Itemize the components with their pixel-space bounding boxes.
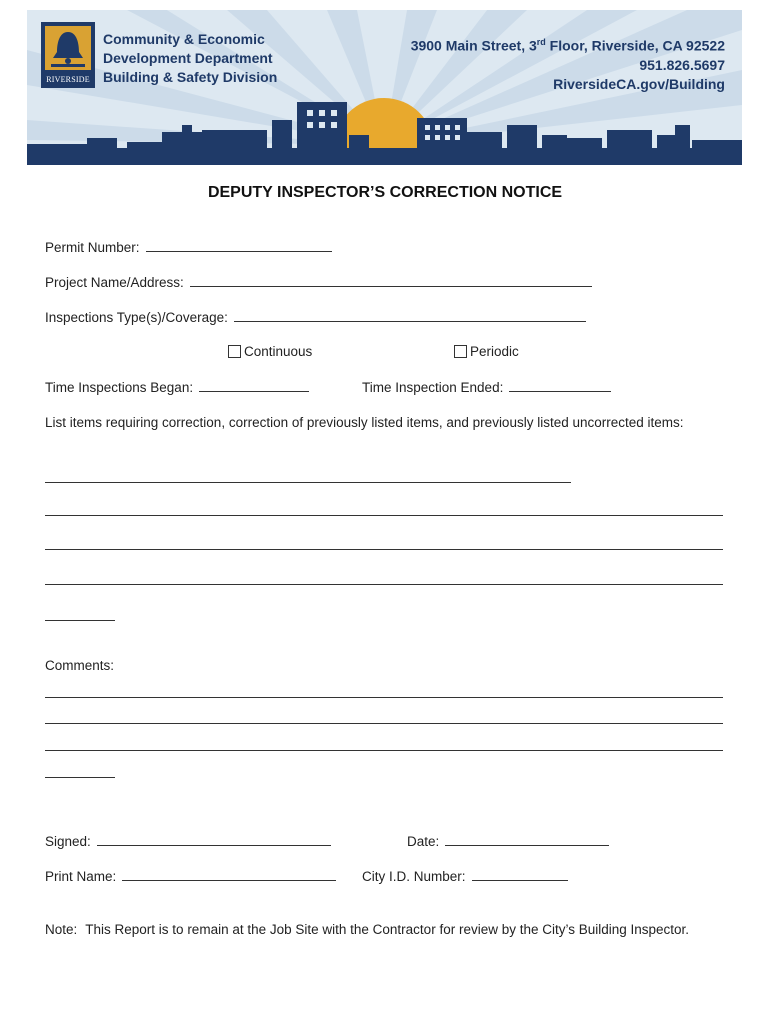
seal-text: RIVERSIDE (46, 75, 90, 84)
signature-field[interactable] (97, 833, 331, 846)
correction-line[interactable] (45, 482, 571, 483)
contact-info (411, 33, 725, 94)
signed-row: Signed: (45, 833, 331, 849)
permit-number-field[interactable] (146, 239, 332, 252)
note (45, 921, 727, 938)
continuous-checkbox[interactable] (228, 345, 241, 358)
note-text: This Report is to remain at the Job Site with the Contractor for review by the City’s Building Inspector. (85, 922, 690, 937)
time-began-field[interactable] (199, 379, 309, 392)
permit-number-row: Permit Number: (45, 239, 332, 255)
note-label: Note: (45, 922, 78, 937)
phone-number: 951.826.5697 (639, 56, 725, 73)
city-seal-logo (41, 22, 95, 88)
comments-line[interactable] (45, 777, 115, 778)
correction-line[interactable] (45, 584, 723, 585)
header-banner (27, 10, 742, 165)
correction-line[interactable] (45, 515, 723, 516)
project-address-field[interactable] (190, 274, 592, 287)
website-link[interactable]: RiversideCA.gov/Building (553, 75, 725, 92)
correction-instructions: List items requiring correction, correction of previously listed items, and previously listed uncorrected items: (45, 415, 684, 430)
comments-line[interactable] (45, 723, 723, 724)
correction-line[interactable] (45, 620, 115, 621)
print-name-field[interactable] (122, 868, 336, 881)
inspection-type-row: Inspections Type(s)/Coverage: (45, 309, 586, 325)
project-row: Project Name/Address: (45, 274, 592, 290)
comments-label: Comments: (45, 658, 115, 673)
date-field[interactable] (445, 833, 609, 846)
address: 3900 Main Street, 3rd Floor, Riverside, CA 92522 (410, 37, 725, 54)
date-row: Date: (407, 833, 609, 849)
inspection-type-field[interactable] (234, 309, 586, 322)
periodic-option[interactable]: Periodic (454, 344, 519, 359)
department-name: Community & Economic Development Department Building & Safety Division (103, 31, 278, 85)
time-began-row: Time Inspections Began: (45, 379, 309, 395)
time-ended-field[interactable] (509, 379, 611, 392)
correction-line[interactable] (45, 549, 723, 550)
print-name-row: Print Name: (45, 868, 336, 884)
time-ended-row: Time Inspection Ended: (362, 379, 611, 395)
city-id-row: City I.D. Number: (362, 868, 568, 884)
continuous-option[interactable]: Continuous (228, 344, 312, 359)
comments-line[interactable] (45, 697, 723, 698)
periodic-checkbox[interactable] (454, 345, 467, 358)
city-id-field[interactable] (472, 868, 568, 881)
bell-icon (45, 26, 91, 70)
comments-line[interactable] (45, 750, 723, 751)
form-title: DEPUTY INSPECTOR’S CORRECTION NOTICE (207, 184, 563, 201)
